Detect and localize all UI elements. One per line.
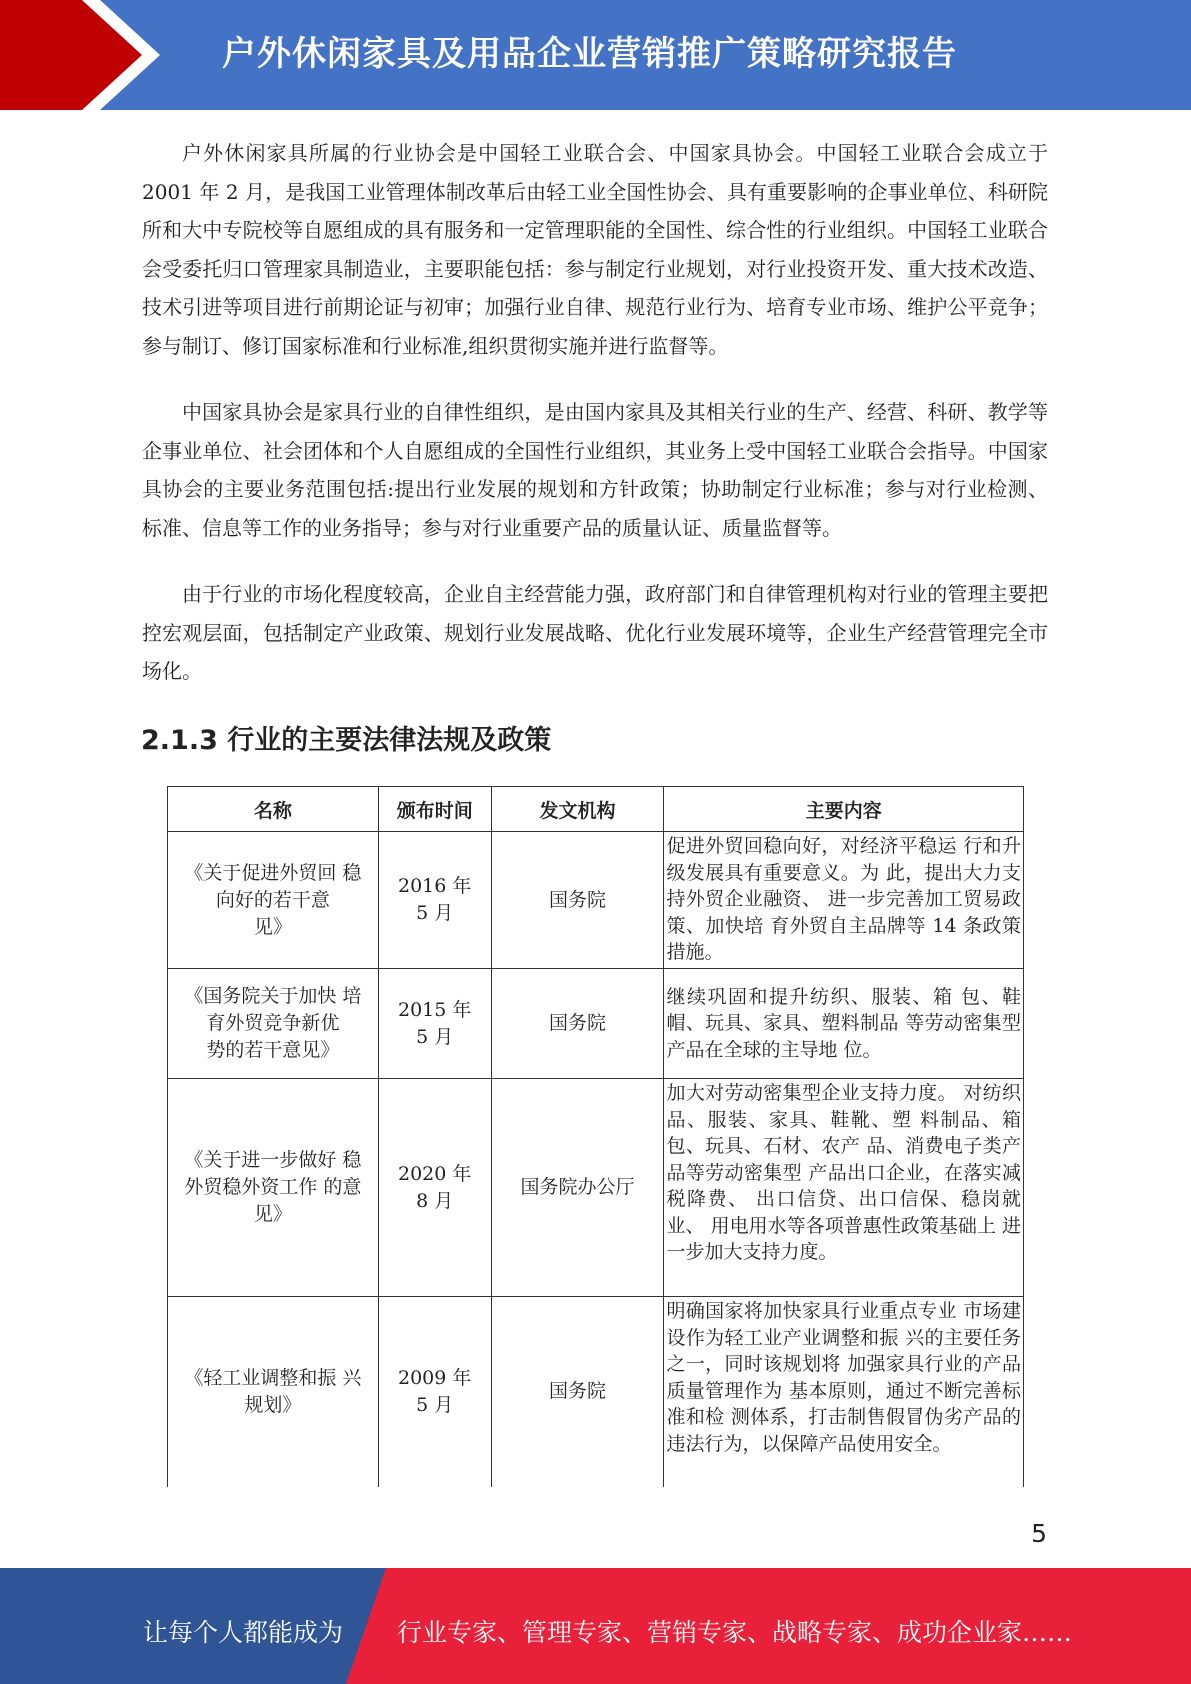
paragraph-industry-association: 户外休闲家具所属的行业协会是中国轻工业联合会、中国家具协会。中国轻工业联合会成立于 2001 年 2 月，是我国工业管理体制改革后由轻工业全国性协会、具有重要影响的企事业单位、科研院所和大中专院校等自愿组成的具有服务和一定管理职能的全国性、综合性的行业组织。中国轻工业联合会受委托归口管理家具制造业，主要职能包括：参与制定行业规划，对行业投资开发、重大技术改造、技术引进等项目进行前期论证与初审；加强行业自律、规范行业行为、培育专业市场、维护公平竞争；参与制订、修订国家标准和行业标准,组织贯彻实施并进行监督等。 <box>142 141 1048 358</box>
column-header-agency: 发文机构 <box>491 787 664 832</box>
policy-content-cell: 明确国家将加快家具行业重点专业 市场建设作为轻工业产业调整和振 兴的主要任务之一，同时该规划将 加强家具行业的产品质量管理作为 基本原则，通过不断完善标准和检 测体系，打击制售假冒伪劣产品的 违法行为，以保障产品使用安全。 <box>664 1297 1024 1487</box>
table-row <box>168 969 1024 1079</box>
table-row <box>168 832 1024 969</box>
column-header-date: 颁布时间 <box>378 787 491 832</box>
footer-slogan-right: 行业专家、管理专家、营销专家、战略专家、成功企业家…… <box>397 1618 1073 1647</box>
paragraph-market-management: 由于行业的市场化程度较高，企业自主经营能力强，政府部门和自律管理机构对行业的管理主要把控宏观层面，包括制定产业政策、规划行业发展战略、优化行业发展环境等，企业生产经营管理完全市场化。 <box>142 582 1048 683</box>
table-row <box>168 1297 1024 1487</box>
footer-slogan-left: 让每个人都能成为 <box>143 1618 344 1647</box>
policy-date-cell: 2009 年 5 月 <box>378 1297 491 1487</box>
section-heading: 2.1.3 行业的主要法律法规及政策 <box>141 725 552 756</box>
policy-date-cell: 2015 年 5 月 <box>378 969 491 1079</box>
policy-name-cell: 《关于促进外贸回 稳 向好的若干意 见》 <box>168 832 379 969</box>
page-footer <box>0 1568 1191 1684</box>
column-header-content: 主要内容 <box>664 787 1024 832</box>
table-header-row <box>168 787 1024 832</box>
policy-name-cell: 《轻工业调整和振 兴 规划》 <box>168 1297 379 1487</box>
policy-table <box>167 786 1024 1487</box>
table-row <box>168 1079 1024 1297</box>
policy-content-cell: 加大对劳动密集型企业支持力度。 对纺织品、服装、家具、鞋靴、塑 料制品、箱包、玩具、石材、农产 品、消费电子类产品等劳动密集型 产品出口企业，在落实减税降费、 出口信贷、出口信保、稳岗就业、 用电用水等各项普惠性政策基础上 进一步加大支持力度。 <box>664 1079 1024 1297</box>
policy-date-cell: 2016 年 5 月 <box>378 832 491 969</box>
column-header-name: 名称 <box>168 787 379 832</box>
policy-content-cell: 继续巩固和提升纺织、服装、箱 包、鞋帽、玩具、家具、塑料制品 等劳动密集型产品在全球的主导地 位。 <box>664 969 1024 1079</box>
page-header <box>0 0 1191 110</box>
page-number: 5 <box>1031 1519 1047 1548</box>
policy-agency-cell: 国务院办公厅 <box>491 1079 664 1297</box>
policy-name-cell: 《国务院关于加快 培 育外贸竞争新优 势的若干意见》 <box>168 969 379 1079</box>
policy-agency-cell: 国务院 <box>491 832 664 969</box>
report-title: 户外休闲家具及用品企业营销推广策略研究报告 <box>222 34 957 74</box>
paragraph-furniture-association: 中国家具协会是家具行业的自律性组织，是由国内家具及其相关行业的生产、经营、科研、教学等企事业单位、社会团体和个人自愿组成的全国性行业组织，其业务上受中国轻工业联合会指导。中国家具协会的主要业务范围包括:提出行业发展的规划和方针政策；协助制定行业标准；参与对行业检测、标准、信息等工作的业务指导；参与对行业重要产品的质量认证、质量监督等。 <box>142 400 1048 540</box>
policy-content-cell: 促进外贸回稳向好，对经济平稳运 行和升级发展具有重要意义。为 此，提出大力支持外贸企业融资、 进一步完善加工贸易政策、加快培 育外贸自主品牌等 14 条政策措施。 <box>664 832 1024 969</box>
policy-agency-cell: 国务院 <box>491 969 664 1079</box>
policy-name-cell: 《关于进一步做好 稳 外贸稳外资工作 的意 见》 <box>168 1079 379 1297</box>
header-red-arrow <box>0 0 142 110</box>
policy-agency-cell: 国务院 <box>491 1297 664 1487</box>
policy-date-cell: 2020 年 8 月 <box>378 1079 491 1297</box>
